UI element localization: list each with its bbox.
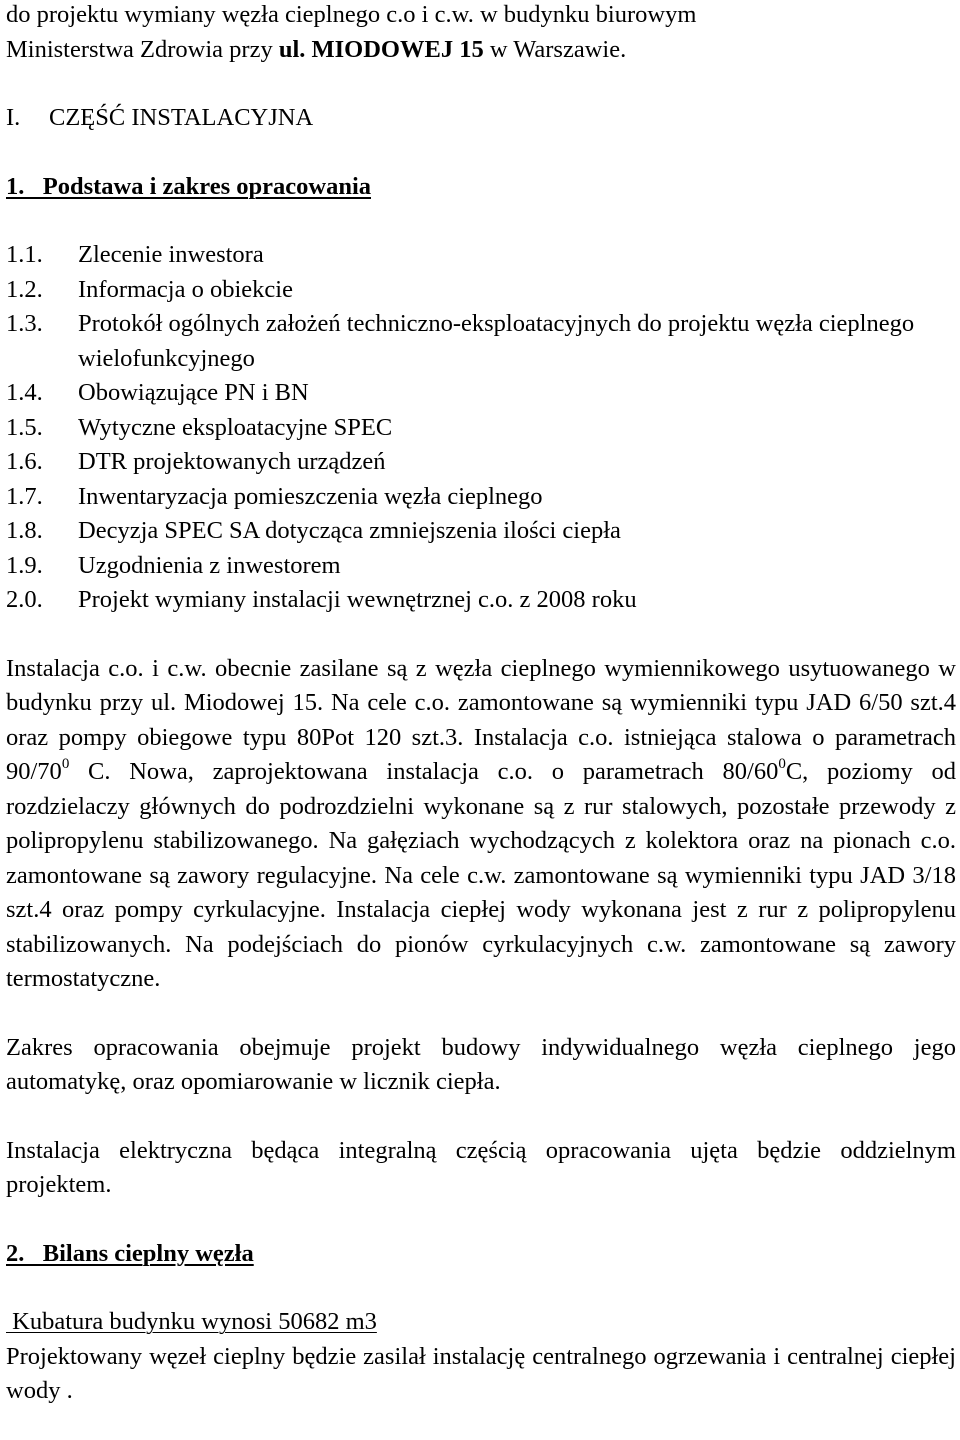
degree-superscript: 0 — [778, 755, 786, 772]
toc-item — [6, 273, 956, 308]
section-2-title: 2. Bilans cieplny węzła — [6, 1239, 254, 1267]
document-page — [6, 0, 956, 1409]
toc-text: Uzgodnienia z inwestorem — [78, 551, 341, 579]
toc-item — [6, 411, 956, 446]
toc-text: Decyzja SPEC SA dotycząca zmniejszenia ilości ciepła — [78, 517, 621, 544]
toc-number: 2.0. — [6, 586, 43, 613]
toc-number: 1.2. — [6, 275, 43, 303]
toc-text: Obowiązujące PN i BN — [78, 379, 309, 406]
header-line-1: do projektu wymiany węzła cieplnego c.o i c.w. w budynku biurowym — [6, 1, 697, 28]
toc-text: Zlecenie inwestora — [78, 241, 264, 268]
toc-number: 1.4. — [6, 379, 43, 406]
heat-supply-paragraph: Projektowany węzeł cieplny będzie zasilał instalację centralnego ogrzewania i centralnej ciepłej wody . — [6, 1342, 956, 1404]
toc-text: Projekt wymiany instalacji wewnętrznej c.o. z 2008 roku — [78, 586, 637, 613]
paragraph-1-part-b: C. Nowa, zaprojektowana instalacja c.o. o parametrach 80/60 — [69, 758, 779, 785]
toc-number: 1.5. — [6, 413, 43, 441]
toc-number: 1.8. — [6, 517, 43, 544]
electrical-paragraph: Instalacja elektryczna będąca integralną częścią opracowania ujęta będzie oddzielnym projektem. — [6, 1136, 956, 1198]
toc-text: Informacja o obiekcie — [78, 275, 293, 303]
table-of-contents — [6, 238, 956, 618]
toc-item — [6, 307, 956, 376]
toc-number: 1.3. — [6, 310, 43, 337]
toc-item — [6, 549, 956, 584]
paragraph-1-part-c: C, poziomy od rozdzielaczy głównych do podrozdzielni wykonane są z rur stalowych, pozostałe przewody z polipropylenu stabilizowanego. Na gałęziach wychodzących z kolektora oraz na pionach c.o. zamontowane są zawory regulacyjne. Na cele c.w. zamontowane są wymienniki typu JAD 3/18 szt.4 oraz pompy cyrkulacyjne. Instalacja ciepłej wody wykonana jest z rur z polipropylenu stabilizowanych. Na podejściach do pionów cyrkulacyjnych c.w. zamontowane są zawory termostatyczne. — [6, 758, 956, 992]
header-line-2-prefix: Ministerstwa Zdrowia przy — [6, 35, 279, 63]
part-heading — [6, 101, 956, 136]
toc-number: 1.1. — [6, 241, 43, 268]
toc-item — [6, 480, 956, 515]
section-1-title: 1. Podstawa i zakres opracowania — [6, 172, 371, 200]
header-street: ul. MIODOWEJ 15 — [278, 35, 484, 63]
toc-number: 1.9. — [6, 551, 43, 579]
toc-text: Wytyczne eksploatacyjne SPEC — [78, 413, 393, 441]
part-title: CZĘŚĆ INSTALACYJNA — [49, 104, 314, 131]
toc-text: Protokół ogólnych założeń techniczno-eksploatacyjnych do projektu węzła cieplnego wielofunkcyjnego — [78, 310, 915, 372]
toc-item — [6, 583, 956, 618]
toc-item — [6, 376, 956, 411]
header-line-2 — [6, 33, 956, 68]
toc-item — [6, 445, 956, 480]
degree-superscript: 0 — [61, 755, 70, 772]
paragraph-1-part-a: Instalacja c.o. i c.w. obecnie zasilane są z węzła cieplnego wymiennikowego usytuowanego w budynku przy ul. Miodowej 15. Na cele c.o. zamontowane są wymienniki typu JAD 6/50 szt.4 oraz pompy obiegowe typu 80Pot 120 szt.3. Instalacja c.o. istniejąca stalowa o parametrach 90/70 — [6, 654, 956, 785]
installation-description-paragraph — [6, 652, 956, 997]
toc-item — [6, 238, 956, 273]
part-number: I. — [6, 104, 21, 131]
cubature-line: Kubatura budynku wynosi 50682 m3 — [6, 1308, 377, 1335]
toc-number: 1.6. — [6, 448, 43, 475]
scope-paragraph: Zakres opracowania obejmuje projekt budowy indywidualnego węzła cieplnego jego automatykę, oraz opomiarowanie w licznik ciepła. — [6, 1033, 956, 1095]
header-line-2-suffix: w Warszawie. — [483, 35, 627, 63]
toc-item — [6, 514, 956, 549]
toc-text: DTR projektowanych urządzeń — [78, 448, 386, 475]
toc-text: Inwentaryzacja pomieszczenia węzła cieplnego — [78, 482, 543, 510]
toc-number: 1.7. — [6, 482, 43, 510]
